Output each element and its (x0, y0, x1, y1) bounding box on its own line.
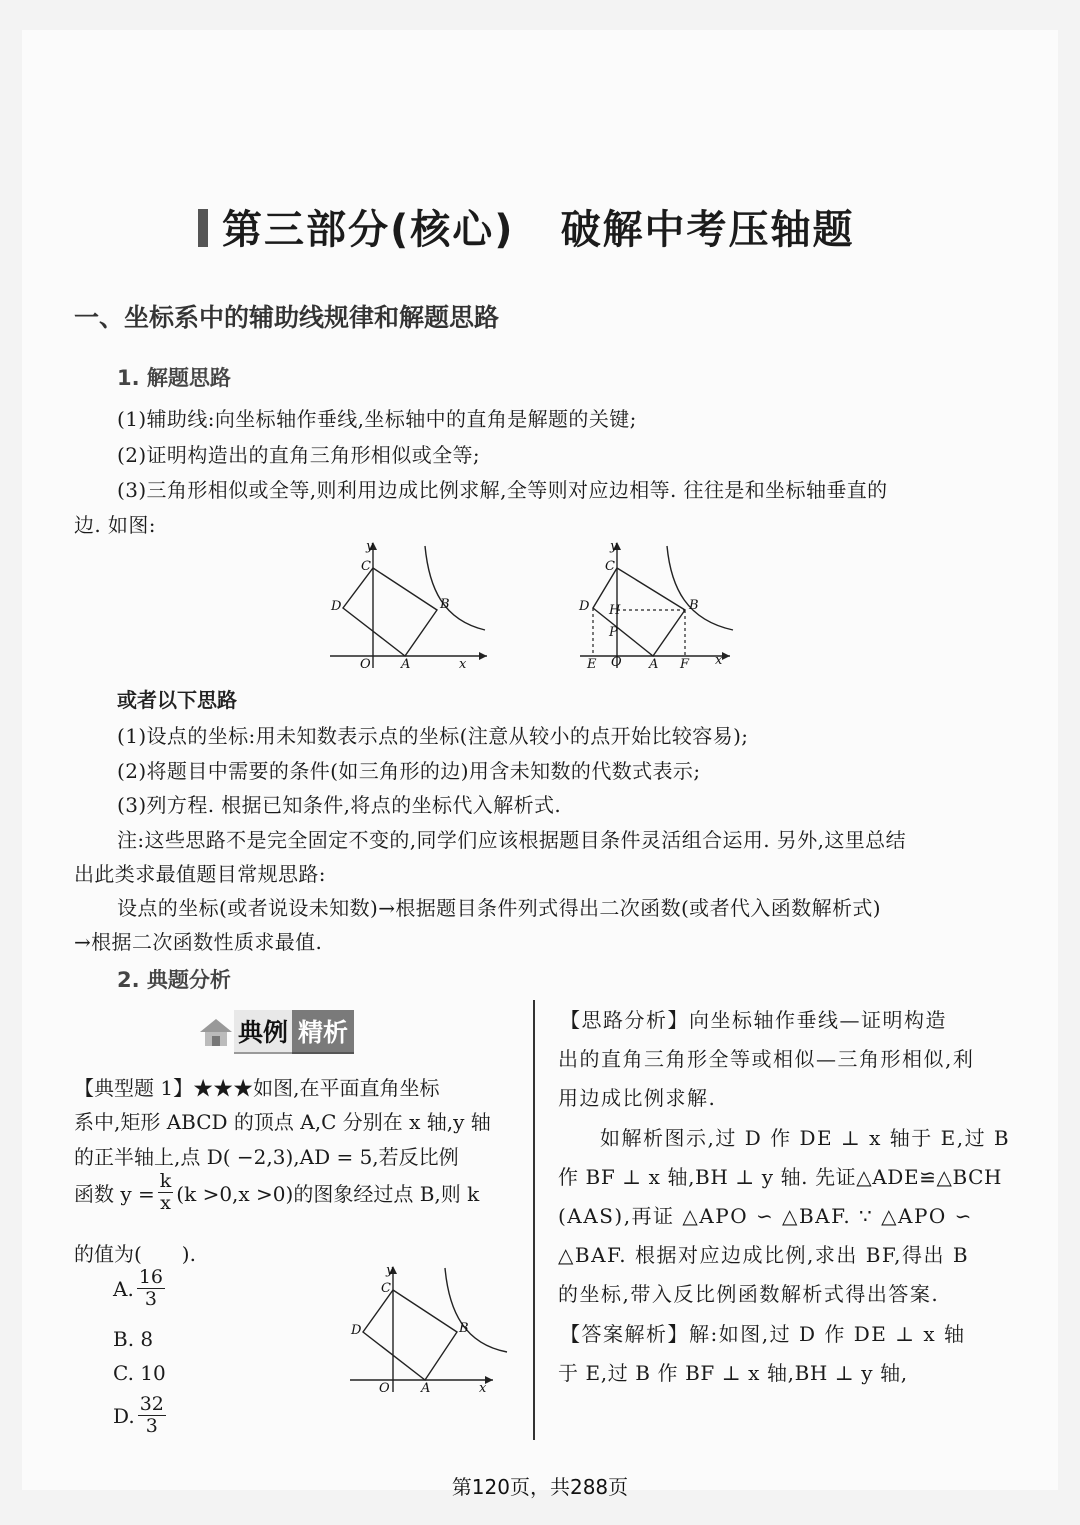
page-footer: 第120页，共288页 (451, 1475, 629, 1499)
fig3-label-x: x (479, 1381, 487, 1396)
fig1-label-d: D (331, 599, 342, 614)
fig2-label-y: y (610, 539, 618, 554)
text-line: (2)证明构造出的直角三角形相似或全等; (117, 443, 481, 467)
fig2-label-o: O (611, 655, 622, 670)
fig2-label-f: F (680, 657, 690, 672)
func-prefix: 函数 y = (74, 1182, 155, 1206)
fig2-label-p: P (609, 625, 618, 640)
example-line: 的正半轴上,点 D( −2,3),AD = 5,若反比例 (74, 1145, 459, 1169)
title-bar-mark (198, 209, 208, 247)
example-function-line (74, 1172, 479, 1213)
text-line: (1)辅助线:向坐标轴作垂线,坐标轴中的直角是解题的关键; (117, 407, 637, 431)
fig2-label-h: H (609, 603, 621, 618)
part-title-left: 第三部分(核心) (222, 207, 515, 253)
text-line: 设点的坐标(或者说设未知数)→根据题目条件列式得出二次函数(或者代入函数解析式) (117, 896, 881, 920)
section-title: 一、坐标系中的辅助线规律和解题思路 (74, 303, 500, 332)
text-line: 边. 如图: (74, 513, 156, 537)
fig2-label-a: A (649, 657, 659, 672)
badge-right: 精析 (292, 1010, 354, 1054)
house-icon (198, 1016, 234, 1048)
note-line: 出此类求最值题目常规思路: (74, 862, 326, 886)
subsection-title-1: 1. 解题思路 (117, 366, 231, 390)
alt-heading: 或者以下思路 (117, 688, 237, 712)
example-line: 的值为( ). (74, 1242, 196, 1266)
analysis-line: 作 BF ⊥ x 轴,BH ⊥ y 轴. 先证△ADE≌△BCH (558, 1165, 1003, 1189)
func-den: x (160, 1192, 171, 1214)
fig2-label-d: D (579, 599, 590, 614)
part-title (198, 198, 855, 255)
option-b[interactable]: B. 8 (113, 1327, 154, 1351)
fig2-label-c: C (605, 559, 615, 574)
example-badge (198, 1012, 354, 1052)
answer-line: 【答案解析】解:如图,过 D 作 DE ⊥ x 轴 (560, 1322, 966, 1346)
option-d[interactable]: D. $\frac{32}{3}$ (113, 1393, 164, 1437)
column-divider (533, 1000, 535, 1440)
analysis-line: 用边成比例求解. (558, 1086, 717, 1110)
figure-auxiliary-lines (575, 538, 740, 673)
example-line: 【典型题 1】★★★如图,在平面直角坐标 (74, 1076, 440, 1100)
analysis-line: 如解析图示,过 D 作 DE ⊥ x 轴于 E,过 B (600, 1126, 1011, 1150)
fig1-label-c: C (361, 559, 371, 574)
fig3-label-o: O (379, 1381, 390, 1396)
badge-left: 典例 (234, 1010, 292, 1054)
fig2-label-b: B (689, 598, 699, 613)
fig3-label-c: C (381, 1281, 391, 1296)
example-line: 系中,矩形 ABCD 的顶点 A,C 分别在 x 轴,y 轴 (74, 1110, 491, 1134)
text-line: (2)将题目中需要的条件(如三角形的边)用含未知数的代数式表示; (117, 759, 701, 783)
fig3-label-b: B (459, 1321, 469, 1336)
fig3-label-a: A (421, 1381, 431, 1396)
option-a[interactable]: A. $\frac{16}{3}$ (113, 1266, 163, 1310)
subsection-title-2: 2. 典题分析 (117, 968, 231, 992)
option-c[interactable]: C. 10 (113, 1361, 166, 1385)
analysis-line: △BAF. 根据对应边成比例,求出 BF,得出 B (558, 1243, 970, 1267)
analysis-line: 的坐标,带入反比例函数解析式得出答案. (558, 1282, 940, 1306)
fig1-label-a: A (401, 657, 411, 672)
text-line: (1)设点的坐标:用未知数表示点的坐标(注意从较小的点开始比较容易); (117, 724, 749, 748)
part-title-right: 破解中考压轴题 (560, 207, 855, 253)
fig1-label-b: B (440, 597, 450, 612)
func-num: k (159, 1170, 172, 1192)
text-line: (3)三角形相似或全等,则利用边成比例求解,全等则对应边相等. 往往是和坐标轴垂直的 (117, 478, 888, 502)
text-line: →根据二次函数性质求最值. (74, 930, 323, 954)
text-line: (3)列方程. 根据已知条件,将点的坐标代入解析式. (117, 793, 562, 817)
analysis-line: (AAS),再证 △APO ∽ △BAF. ∵ △APO ∽ (558, 1204, 973, 1228)
analysis-line: 出的直角三角形全等或相似—三角形相似,利 (558, 1047, 975, 1071)
fig2-label-x: x (715, 653, 723, 668)
fig2-label-e: E (587, 657, 597, 672)
fig3-label-d: D (351, 1323, 362, 1338)
func-suffix: (k >0,x >0)的图象经过点 B,则 k (176, 1182, 480, 1206)
answer-line: 于 E,过 B 作 BF ⊥ x 轴,BH ⊥ y 轴, (558, 1361, 908, 1385)
fig1-label-o: O (360, 657, 371, 672)
note-line: 注:这些思路不是完全固定不变的,同学们应该根据题目条件灵活组合运用. 另外,这里总结 (117, 828, 906, 852)
figure-rectangle-hyperbola (325, 538, 495, 673)
fig3-label-y: y (386, 1263, 394, 1278)
figure-example (345, 1262, 515, 1397)
fig1-label-x: x (459, 657, 467, 672)
func-fraction (158, 1172, 174, 1213)
analysis-line: 【思路分析】向坐标轴作垂线—证明构造 (560, 1008, 947, 1032)
fig1-label-y: y (366, 539, 374, 554)
